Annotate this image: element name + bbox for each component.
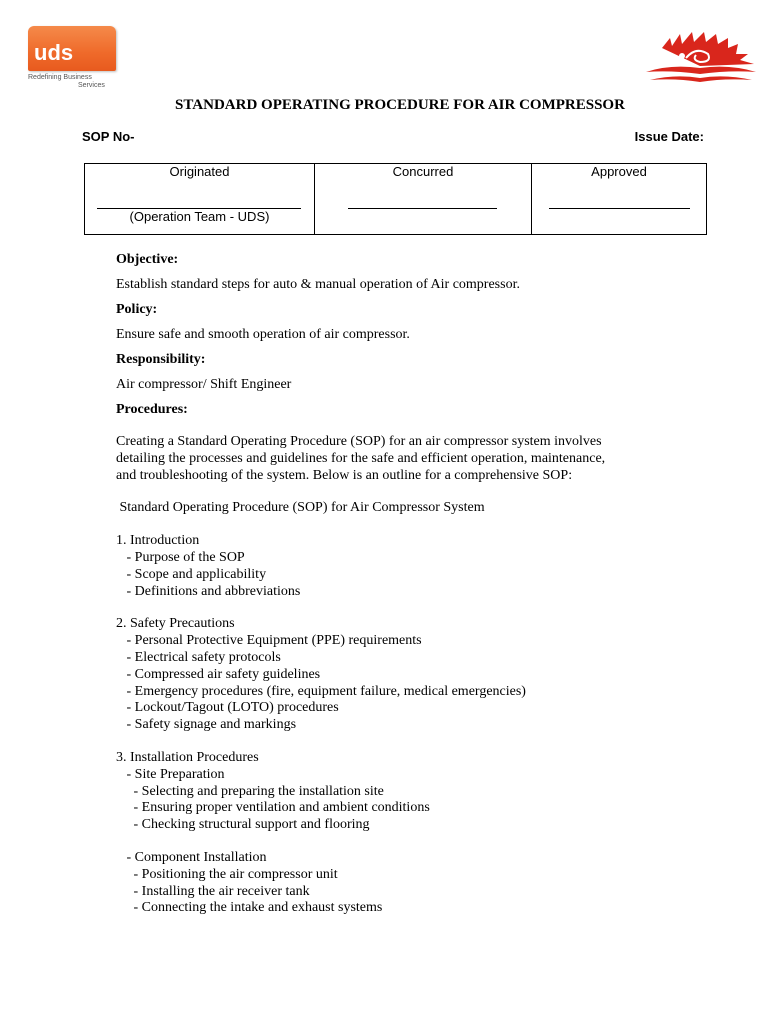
- section-introduction: [116, 533, 716, 600]
- uds-tagline-line-2: Services: [78, 82, 105, 89]
- document-body: [116, 251, 716, 917]
- list-item: - Positioning the air compressor unit: [116, 866, 338, 882]
- list-item: - Connecting the intake and exhaust systems: [116, 900, 383, 916]
- list-item: - Site Preparation: [116, 766, 225, 782]
- list-item: 3. Installation Procedures: [116, 749, 259, 765]
- emblem-logo-icon: [640, 28, 760, 88]
- uds-logo-box: [28, 26, 116, 71]
- list-item: - Electrical safety protocols: [116, 649, 281, 665]
- section-installation-procedures: [116, 750, 716, 834]
- intro-line: detailing the processes and guidelines for the safe and efficient operation, maintenance,: [116, 450, 606, 466]
- intro-line: Creating a Standard Operating Procedure (SOP) for an air compressor system involves: [116, 434, 602, 449]
- list-item: 1. Introduction: [116, 533, 200, 549]
- list-item: - Purpose of the SOP: [116, 549, 245, 565]
- responsibility-text: Air compressor/ Shift Engineer: [116, 377, 292, 392]
- intro-paragraph: [116, 434, 716, 484]
- approved-signature-line: [549, 208, 690, 209]
- list-item: - Definitions and abbreviations: [116, 583, 301, 599]
- list-item: 2. Safety Precautions: [116, 616, 235, 632]
- list-item: - Component Installation: [116, 849, 267, 865]
- uds-tagline-line-1: Redefining Business: [28, 74, 92, 81]
- originated-cell: [85, 164, 314, 234]
- list-item: - Selecting and preparing the installation site: [116, 783, 384, 799]
- list-item: - Ensuring proper ventilation and ambient conditions: [116, 800, 430, 816]
- procedures-heading: Procedures:: [116, 402, 188, 417]
- uds-logo-text: uds: [34, 40, 74, 65]
- list-item: - Installing the air receiver tank: [116, 883, 310, 899]
- sop-number-label: SOP No-: [82, 129, 135, 144]
- concurred-heading: Concurred: [392, 164, 454, 179]
- originated-team: (Operation Team - UDS): [129, 209, 270, 224]
- intro-line: and troubleshooting of the system. Below is an outline for a comprehensive SOP:: [116, 467, 573, 483]
- originated-heading: Originated: [169, 164, 230, 179]
- list-item: - Personal Protective Equipment (PPE) requirements: [116, 633, 422, 649]
- list-item: - Checking structural support and flooring: [116, 817, 370, 833]
- objective-text: Establish standard steps for auto & manual operation of Air compressor.: [116, 277, 520, 292]
- approved-heading: Approved: [591, 164, 647, 179]
- policy-text: Ensure safe and smooth operation of air compressor.: [116, 327, 410, 342]
- list-item: - Lockout/Tagout (LOTO) procedures: [116, 700, 339, 716]
- objective-heading: Objective:: [116, 252, 179, 267]
- policy-heading: Policy:: [116, 302, 158, 317]
- list-item: - Compressed air safety guidelines: [116, 666, 321, 682]
- issue-date-label: Issue Date:: [634, 129, 704, 144]
- approved-cell: [531, 164, 706, 234]
- list-item: - Scope and applicability: [116, 566, 267, 582]
- section-component-installation: [116, 850, 716, 917]
- responsibility-heading: Responsibility:: [116, 352, 206, 367]
- approval-table: [84, 163, 707, 235]
- list-item: - Safety signage and markings: [116, 717, 297, 733]
- concurred-signature-line: [348, 208, 497, 209]
- outline-title: Standard Operating Procedure (SOP) for Air Compressor System: [116, 500, 485, 516]
- concurred-cell: [314, 164, 531, 234]
- uds-logo: [28, 26, 123, 94]
- list-item: - Emergency procedures (fire, equipment failure, medical emergencies): [116, 683, 526, 699]
- document-title: STANDARD OPERATING PROCEDURE FOR AIR COMPRESSOR: [175, 97, 625, 113]
- section-safety-precautions: [116, 616, 716, 734]
